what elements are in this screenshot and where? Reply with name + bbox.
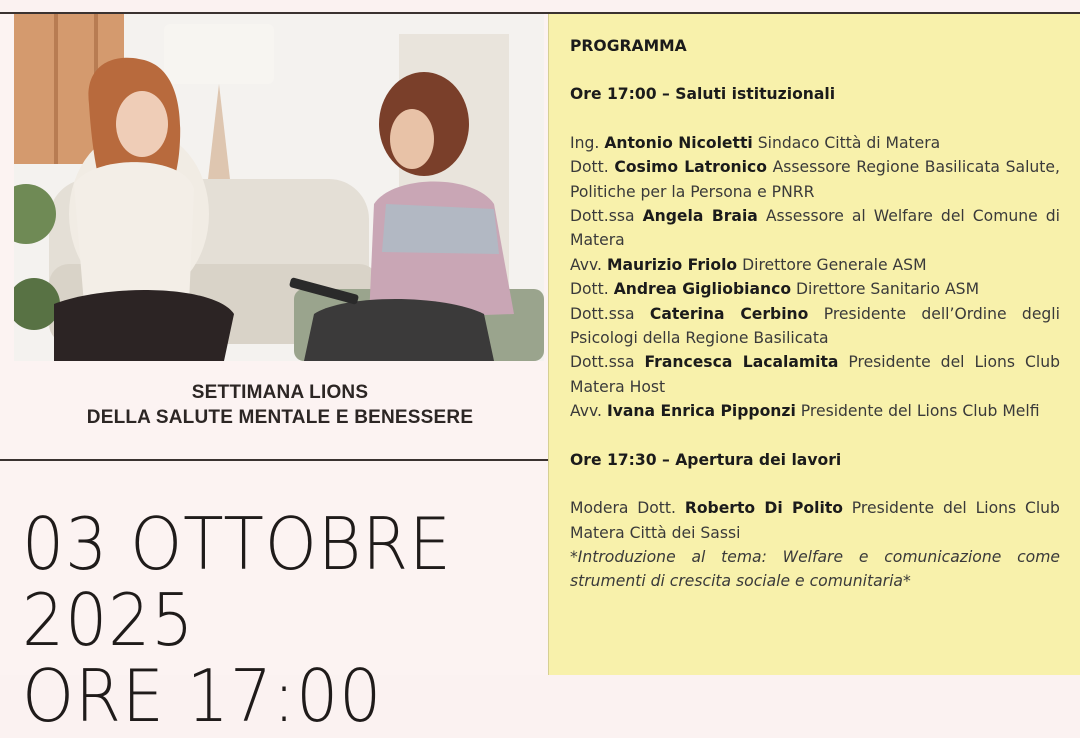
left-panel (0, 14, 548, 738)
speaker-title: Dott.ssa (570, 304, 635, 323)
date-line-2: 2025 (22, 578, 195, 662)
section-divider (0, 459, 548, 461)
speaker-item (570, 350, 1060, 399)
speaker-role: Assessore Regione Basilicata Salute, Politiche per la Persona e PNRR (570, 158, 1060, 201)
moderator-prefix: Modera Dott. (570, 499, 676, 518)
speaker-list (570, 131, 1060, 424)
speaker-name: Maurizio Friolo (606, 255, 738, 274)
speaker-title: Dott.ssa (570, 353, 635, 372)
speaker-role: Direttore Generale ASM (742, 255, 927, 274)
date-line-3: ORE 17:00 (22, 654, 383, 738)
speaker-name: Caterina Cerbino (649, 304, 809, 323)
speaker-item (570, 302, 1060, 351)
event-date (22, 502, 500, 738)
speaker-name: Angela Braia (642, 207, 758, 226)
speaker-name: Cosimo Latronico (614, 158, 767, 177)
speaker-name: Francesca Lacalamita (644, 353, 839, 372)
speaker-item (570, 204, 1060, 253)
speaker-title: Dott. (570, 280, 609, 299)
program-text (570, 34, 1060, 594)
speaker-title: Ing. (570, 133, 600, 152)
speaker-item (570, 277, 1060, 301)
moderator-name: Roberto Di Polito (684, 499, 843, 518)
speaker-role: Presidente dell’Ordine degli Psicologi della Regione Basilicata (570, 304, 1060, 348)
moderator-line (570, 496, 1060, 545)
speaker-item (570, 155, 1060, 204)
speaker-item (570, 253, 1060, 277)
caption-line-2: DELLA SALUTE MENTALE E BENESSERE (86, 407, 474, 428)
speaker-role: Presidente del Lions Club Matera Host (570, 353, 1060, 396)
speaker-role: Assessore al Welfare del Comune di Matera (570, 207, 1060, 250)
speaker-title: Avv. (570, 402, 602, 421)
speaker-item (570, 399, 1060, 423)
speaker-title: Dott.ssa (570, 207, 635, 226)
date-line-1: 03 OTTOBRE (22, 502, 452, 586)
speaker-name: Ivana Enrica Pipponzi (606, 402, 796, 421)
session-1-heading: Ore 17:00 – Saluti istituzionali (570, 85, 836, 104)
program-title: PROGRAMMA (570, 37, 687, 55)
event-photo (14, 14, 544, 361)
program-panel (548, 14, 1080, 675)
speaker-name: Andrea Gigliobianco (613, 280, 792, 299)
session-2-heading: Ore 17:30 – Apertura dei lavori (570, 450, 842, 469)
event-caption (0, 380, 560, 430)
moderator-role: Presidente del Lions Club Matera Città dei Sassi (570, 499, 1060, 542)
caption-line-1: SETTIMANA LIONS (191, 382, 369, 403)
speaker-title: Dott. (570, 158, 609, 177)
intro-text: *Introduzione al tema: Welfare e comunicazione come strumenti di crescita sociale e comunitaria* (570, 547, 1060, 591)
speaker-name: Antonio Nicoletti (604, 133, 753, 152)
speaker-item (570, 131, 1060, 155)
speaker-role: Presidente del Lions Club Melfi (800, 402, 1040, 421)
speaker-role: Direttore Sanitario ASM (796, 280, 980, 299)
speaker-title: Avv. (570, 255, 602, 274)
speaker-role: Sindaco Città di Matera (757, 133, 941, 152)
